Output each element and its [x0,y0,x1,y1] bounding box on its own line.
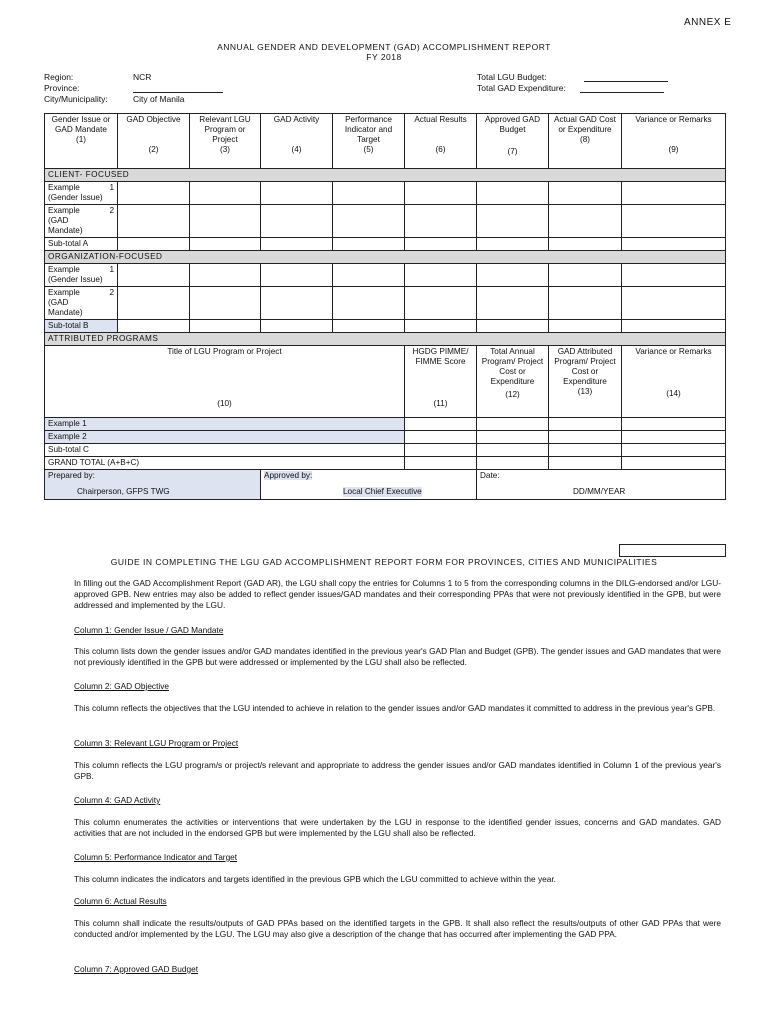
column-6-heading: Column 6: Actual Results [74,896,167,906]
col-header-8: Actual GAD Cost or Expenditure (8) [549,114,622,169]
table-row [45,205,726,238]
date-format: DD/MM/YEAR [573,487,626,496]
region-label: Region: [44,72,74,82]
column-6-text: This column shall indicate the results/outputs of GAD PPAs based on the identified targets in the GPB. It shall also reflect the results/outputs of other GAD PPAs that were conducted and/or implemented by the LGU. The LGU may also give a description of the change that has occurred after implementing the GAD PPA. [74,918,721,939]
column-3-text: This column reflects the LGU program/s or project/s relevant and appropriate to address the gender issues and/or GAD mandates identified in Column 1 of the previous year's GPB. [74,760,721,781]
example-2-cell: Example 2 (GAD Mandate) [45,205,118,238]
column-1-text: This column lists down the gender issues and/or GAD mandates identified in the previous year's GAD Plan and Budget (GPB). The gender issues and GAD mandates that were not previously identified in the GPB but were addressed or implemented by the LGU shall also be reflected. [74,646,721,667]
approved-by-cell: Approved by: Local Chief Executive [261,470,477,500]
column-3-heading: Column 3: Relevant LGU Program or Project [74,738,239,748]
column-2-heading: Column 2: GAD Objective [74,681,169,691]
accomplishment-table [44,113,726,500]
blank-box [619,544,726,557]
annex-label: ANNEX E [684,17,732,28]
col-header-14: Variance or Remarks (14) [622,346,726,418]
report-title: ANNUAL GENDER AND DEVELOPMENT (GAD) ACCOMPLISHMENT REPORT [217,42,551,52]
budget-field[interactable] [584,72,668,82]
table-row [45,287,726,320]
province-field[interactable] [133,83,223,93]
attributed-example-1: Example 1 [45,418,405,431]
col-header-6: Actual Results (6) [405,114,477,169]
col-header-9: Variance or Remarks (9) [622,114,726,169]
example-1-cell: Example 1 (Gender Issue) [45,182,118,205]
guide-intro: In filling out the GAD Accomplishment Report (GAD AR), the LGU shall copy the entries for Columns 1 to 5 from the corresponding columns in the DILG-endorsed and/or LGU-approved GPB. New entries may also be added to reflect gender issues/GAD mandates and their corresponding PPAs that were not previously identified in the GPB, but were addressed and implemented by the LGU. [74,578,721,610]
city-label: City/Municipality: [44,94,108,104]
column-1-heading: Column 1: Gender Issue / GAD Mandate [74,625,224,635]
table-row [45,431,726,444]
column-5-heading: Column 5: Performance Indicator and Target [74,852,238,862]
guide-title: GUIDE IN COMPLETING THE LGU GAD ACCOMPLISHMENT REPORT FORM FOR PROVINCES, CITIES AND MUNICIPALITIES [110,557,658,567]
section-attributed-programs: ATTRIBUTED PROGRAMS [45,333,726,346]
col-header-5: Performance Indicator and Target (5) [333,114,405,169]
table-header-row [45,114,726,169]
budget-label: Total LGU Budget: [477,72,547,82]
column-4-heading: Column 4: GAD Activity [74,795,161,805]
signature-row [45,470,726,500]
example-2-cell: Example 2 (GAD Mandate) [45,287,118,320]
col-header-3: Relevant LGU Program or Project (3) [190,114,261,169]
fiscal-year: FY 2018 [366,52,402,62]
attributed-header-row [45,346,726,418]
col-header-10: Title of LGU Program or Project (10) [45,346,405,418]
example-1-cell: Example 1 (Gender Issue) [45,264,118,287]
column-7-heading: Column 7: Approved GAD Budget [74,964,199,974]
col-header-11: HGDG PIMME/ FIMME Score (11) [405,346,477,418]
section-client-focused: CLIENT- FOCUSED [45,169,726,182]
subtotal-c-row: Sub-total C [45,444,726,457]
city-value: City of Manila [133,94,185,104]
section-organization-focused: ORGANIZATION-FOCUSED [45,251,726,264]
col-header-1: Gender Issue or GAD Mandate (1) [45,114,118,169]
col-header-13: GAD Attributed Program/ Project Cost or Expenditure (13) [549,346,622,418]
prepared-by-cell: Prepared by: Chairperson, GFPS TWG [45,470,261,500]
column-2-text: This column reflects the objectives that the LGU intended to achieve in relation to the gender issues and/or GAD mandates it committed to address in the previous year's GPB. [74,703,716,713]
expenditure-label: Total GAD Expenditure: [477,83,566,93]
table-row [45,182,726,205]
date-cell: Date: DD/MM/YEAR [477,470,726,500]
col-header-7: Approved GAD Budget (7) [477,114,549,169]
prepared-by-name: Chairperson, GFPS TWG [77,487,170,496]
expenditure-field[interactable] [580,83,664,93]
region-value: NCR [133,72,152,82]
table-row [45,418,726,431]
subtotal-a-row: Sub-total A [45,238,726,251]
grand-total-row: GRAND TOTAL (A+B+C) [45,457,726,470]
approved-by-name: Local Chief Executive [343,487,422,496]
col-header-12: Total Annual Program/ Project Cost or Expenditure (12) [477,346,549,418]
table-row [45,264,726,287]
province-label: Province: [44,83,80,93]
column-5-text: This column indicates the indicators and targets identified in the previous GPB which the LGU committed to achieve within the year. [74,874,556,884]
col-header-4: GAD Activity (4) [261,114,333,169]
attributed-example-2: Example 2 [45,431,405,444]
col-header-2: GAD Objective (2) [118,114,190,169]
subtotal-b-row: Sub-total B [45,320,726,333]
column-4-text: This column enumerates the activities or interventions that were undertaken by the LGU in response to the identified gender issues, concerns and GAD mandates. GAD activities that are not included in the endorsed GPB but were implemented by the LGU shall also be reflected. [74,817,721,838]
